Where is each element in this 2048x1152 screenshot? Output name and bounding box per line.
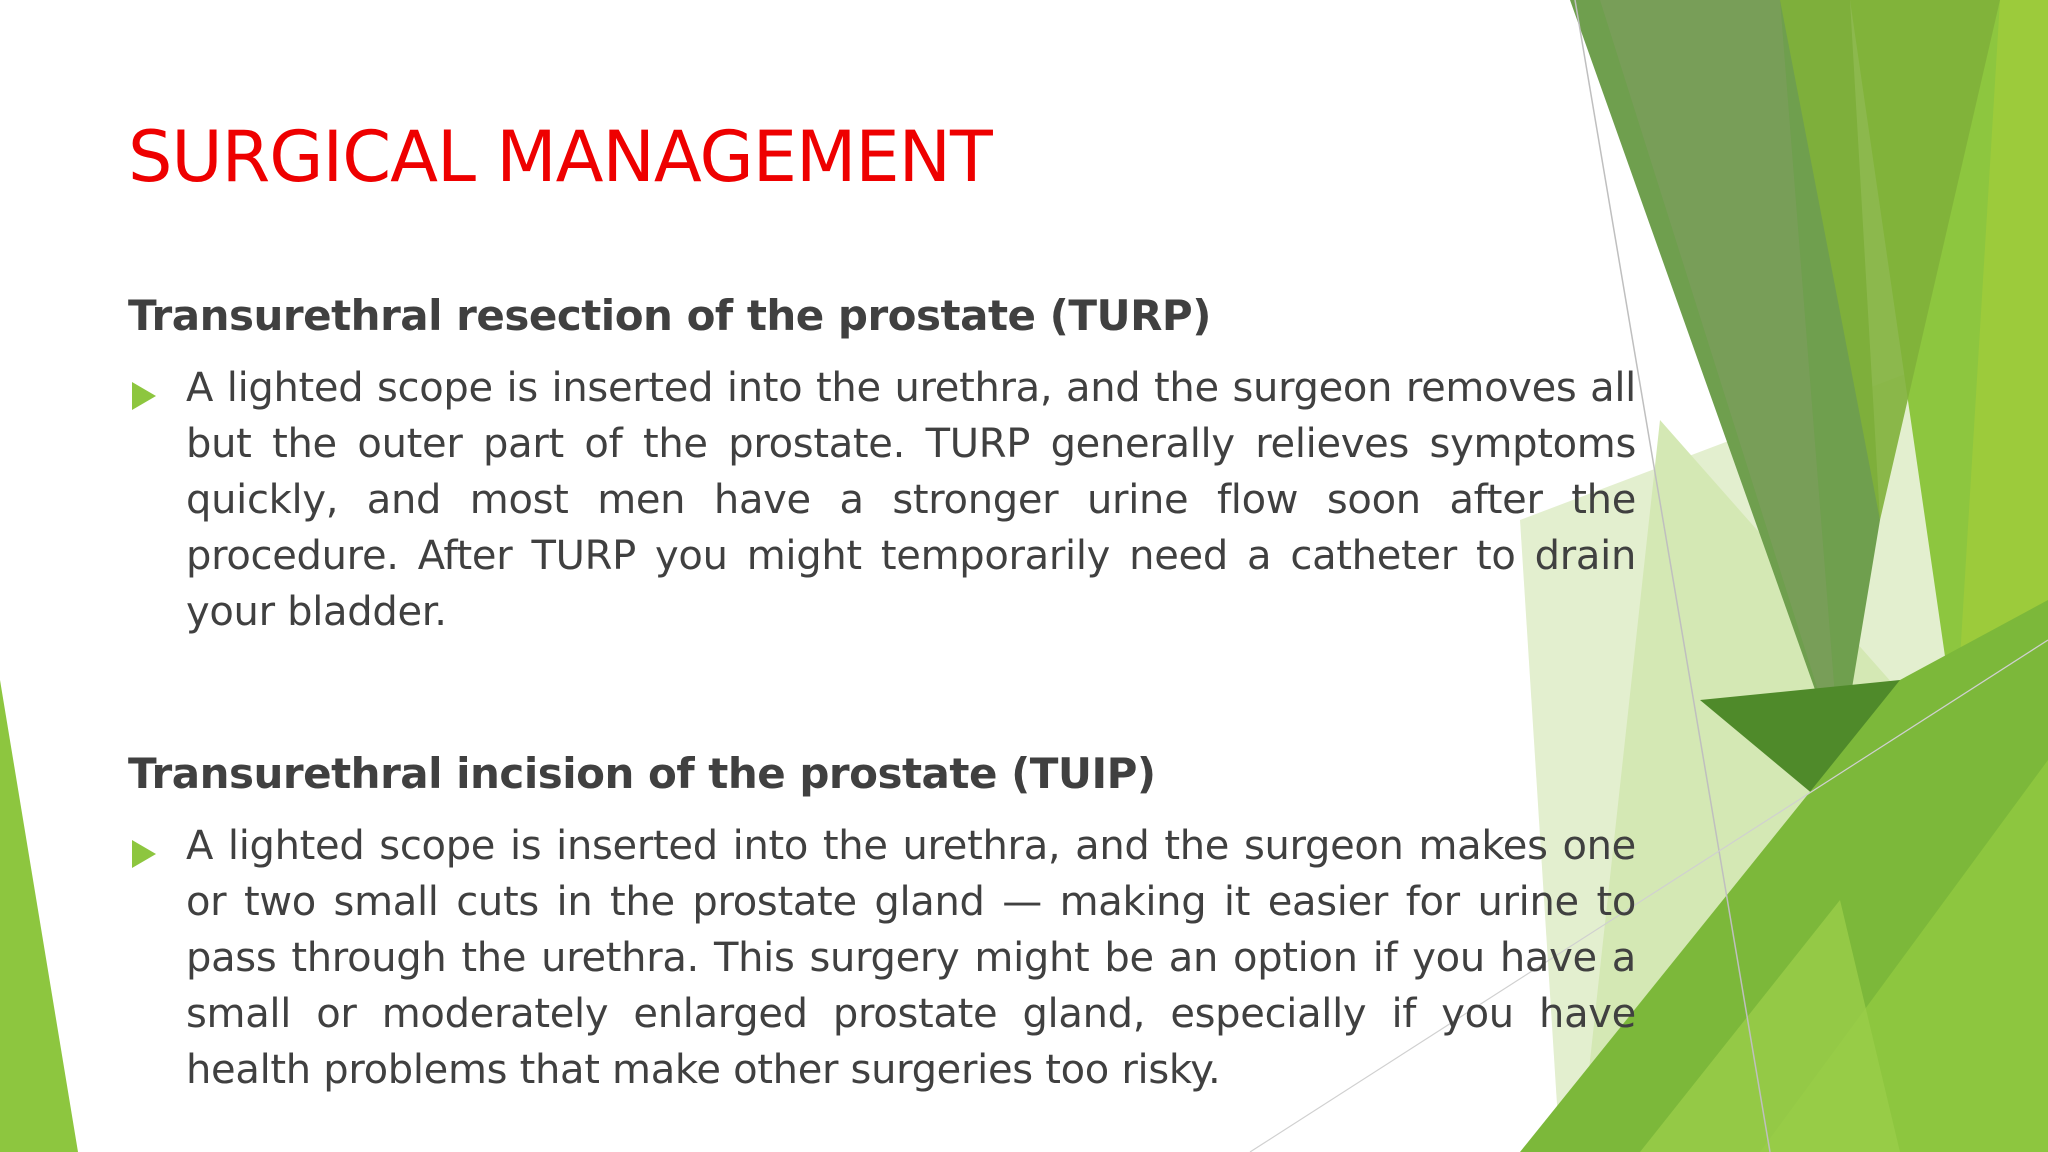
section-tuip (128, 744, 1636, 1098)
bullet-item (128, 360, 1636, 640)
section-heading: Transurethral resection of the prostate (TURP) (128, 291, 1211, 340)
triangle-bullet-icon (132, 840, 156, 868)
section-heading: Transurethral incision of the prostate (TUIP) (128, 749, 1156, 798)
slide-title: SURGICAL MANAGEMENT (128, 116, 992, 198)
section-turp (128, 286, 1636, 640)
triangle-bullet-icon (132, 382, 156, 410)
left-green-sliver (0, 680, 78, 1152)
bullet-text: A lighted scope is inserted into the urethra, and the surgeon removes all but the outer part of the prostate. TURP generally relieves symptoms quickly, and most men have a stronger urine flow soon after the procedure. After TURP you might temporarily need a catheter to drain your bladder. (186, 365, 1636, 635)
bullet-text: A lighted scope is inserted into the urethra, and the surgeon makes one or two small cuts in the prostate gland — making it easier for urine to pass through the urethra. This surgery might be an option if you have a small or moderately enlarged prostate gland, especially if you have health problems that make other surgeries too risky. (186, 823, 1636, 1093)
bullet-item (128, 818, 1636, 1098)
